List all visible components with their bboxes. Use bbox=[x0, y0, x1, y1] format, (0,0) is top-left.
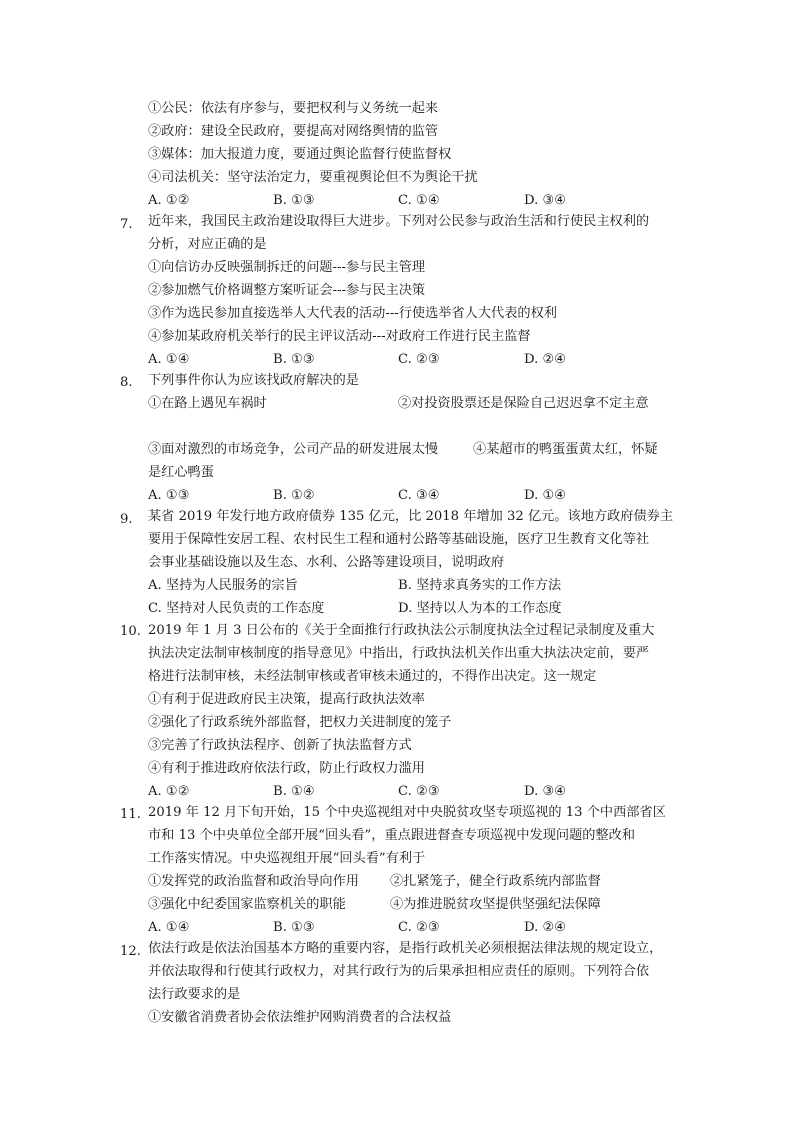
q9-stem-line-2: 要用于保障性安居工程、农村民生工程和通村公路等基础设施，医疗卫生教育文化等社 bbox=[148, 532, 650, 547]
q11-item-3: ③强化中纪委国家监察机关的职能 bbox=[148, 897, 346, 912]
q8-option-a: A. ①③ bbox=[148, 488, 190, 503]
q6-option-d: D. ③④ bbox=[524, 193, 567, 208]
q11-option-c: C. ②③ bbox=[398, 920, 440, 935]
q7-option-b: B. ①③ bbox=[273, 352, 315, 367]
q9-number: 9. bbox=[120, 512, 133, 527]
q11-item-4: ④为推进脱贫攻坚提供坚强纪法保障 bbox=[390, 897, 601, 912]
q12-stem-line-3: 法行政要求的是 bbox=[148, 987, 241, 1002]
q6-option-c: C. ①④ bbox=[398, 193, 440, 208]
q9-option-a: A. 坚持为人民服务的宗旨 bbox=[148, 578, 298, 593]
q6-item-2: ②政府：建设全民政府，要提高对网络舆情的监管 bbox=[148, 124, 439, 139]
q12-stem-line-2: 并依法取得和行使其行政权力，对其行政行为的后果承担相应责任的原则。下列符合依 bbox=[148, 964, 650, 979]
q11-option-a: A. ①④ bbox=[148, 920, 190, 935]
q8-item-3: ③面对激烈的市场竞争，公司产品的研发进展太慢 bbox=[148, 442, 439, 457]
q10-item-2: ②强化了行政系统外部监督，把权力关进制度的笼子 bbox=[148, 715, 452, 730]
q9-stem-line-1: 某省 2019 年发行地方政府债券 135 亿元，比 2018 年增加 32 亿元。该地方政府债券主 bbox=[148, 509, 674, 524]
q8-item-4a: ④某超市的鸭蛋蛋黄太红，怀疑 bbox=[473, 442, 658, 457]
q7-option-d: D. ②④ bbox=[524, 352, 567, 367]
q9-option-b: B. 坚持求真务实的工作方法 bbox=[398, 578, 562, 593]
q8-item-4b: 是红心鸭蛋 bbox=[148, 465, 214, 480]
q11-stem-line-3: 工作落实情况。中央巡视组开展“回头看”有利于 bbox=[148, 851, 426, 866]
q6-item-4: ④司法机关：坚守法治定力，要重视舆论但不为舆论干扰 bbox=[148, 170, 478, 185]
q9-stem-line-3: 会事业基础设施以及生态、水利、公路等建设项目，说明政府 bbox=[148, 555, 505, 570]
q7-stem-line-2: 分析，对应正确的是 bbox=[148, 237, 267, 252]
q10-stem-line-3: 格进行法制审核，未经法制审核或者审核未通过的，不得作出决定。这一规定 bbox=[148, 669, 597, 684]
q6-item-3: ③媒体：加大报道力度，要通过舆论监督行使监督权 bbox=[148, 147, 452, 162]
q7-option-c: C. ②③ bbox=[398, 352, 440, 367]
q8-item-1: ①在路上遇见车祸时 bbox=[148, 396, 267, 411]
q7-item-4: ④参加某政府机关举行的民主评议活动---对政府工作进行民主监督 bbox=[148, 329, 531, 344]
q10-option-b: B. ①④ bbox=[273, 784, 315, 799]
q10-option-c: C. ②③ bbox=[398, 784, 440, 799]
q8-option-c: C. ③④ bbox=[398, 488, 440, 503]
q7-stem-line-1: 近年来，我国民主政治建设取得巨大进步。下列对公民参与政治生活和行使民主权利的 bbox=[148, 214, 650, 229]
q10-item-3: ③完善了行政执法程序、创新了执法监督方式 bbox=[148, 738, 412, 753]
q8-number: 8. bbox=[120, 375, 133, 390]
q7-item-1: ①向信访办反映强制拆迁的问题---参与民主管理 bbox=[148, 260, 426, 275]
q11-option-d: D. ②④ bbox=[524, 920, 567, 935]
q11-stem-line-1: 2019 年 12 月下旬开始，15 个中央巡视组对中央脱贫攻坚专项巡视的 13 个中西部省区 bbox=[148, 805, 666, 820]
q6-option-b: B. ①③ bbox=[273, 193, 315, 208]
q11-option-b: B. ①③ bbox=[273, 920, 315, 935]
q6-item-1: ①公民：依法有序参与，要把权利与义务统一起来 bbox=[148, 101, 439, 116]
q9-option-d: D. 坚持以人为本的工作态度 bbox=[398, 601, 562, 616]
q11-item-1: ①发挥党的政治监督和政治导向作用 bbox=[148, 874, 359, 889]
q12-item-1: ①安徽省消费者协会依法维护网购消费者的合法权益 bbox=[148, 1010, 452, 1025]
q11-stem-line-2: 市和 13 个中央单位全部开展“回头看”，重点跟进督查专项巡视中发现问题的整改和 bbox=[148, 828, 636, 843]
q12-number: 12. bbox=[120, 944, 141, 959]
q8-option-d: D. ①④ bbox=[524, 488, 567, 503]
q10-stem-line-1: 2019 年 1 月 3 日公布的《关于全面推行行政执法公示制度执法全过程记录制度及重大 bbox=[148, 623, 655, 638]
q10-stem-line-2: 执法决定法制审核制度的指导意见》中指出，行政执法机关作出重大执法决定前，要严 bbox=[148, 646, 650, 661]
q7-option-a: A. ①④ bbox=[148, 352, 190, 367]
q11-item-2: ②扎紧笼子，健全行政系统内部监督 bbox=[390, 874, 601, 889]
q10-number: 10. bbox=[120, 624, 141, 639]
q7-item-2: ②参加燃气价格调整方案听证会---参与民主决策 bbox=[148, 283, 426, 298]
q7-number: 7. bbox=[120, 217, 133, 232]
q12-stem-line-1: 依法行政是依法治国基本方略的重要内容，是指行政机关必须根据法律法规的规定设立， bbox=[148, 941, 663, 956]
q8-stem: 下列事件你认为应该找政府解决的是 bbox=[148, 373, 359, 388]
q7-item-3: ③作为选民参加直接选举人大代表的活动---行使选举省人大代表的权利 bbox=[148, 306, 557, 321]
q6-option-a: A. ①② bbox=[148, 193, 190, 208]
q10-option-a: A. ①② bbox=[148, 784, 190, 799]
q9-option-c: C. 坚持对人民负责的工作态度 bbox=[148, 601, 325, 616]
q10-option-d: D. ③④ bbox=[524, 784, 567, 799]
q8-item-2: ②对投资股票还是保险自己迟迟拿不定主意 bbox=[398, 396, 649, 411]
q11-number: 11. bbox=[120, 807, 141, 822]
q10-item-1: ①有利于促进政府民主决策，提高行政执法效率 bbox=[148, 692, 425, 707]
q10-item-4: ④有利于推进政府依法行政，防止行政权力滥用 bbox=[148, 761, 425, 776]
q8-option-b: B. ①② bbox=[273, 488, 315, 503]
